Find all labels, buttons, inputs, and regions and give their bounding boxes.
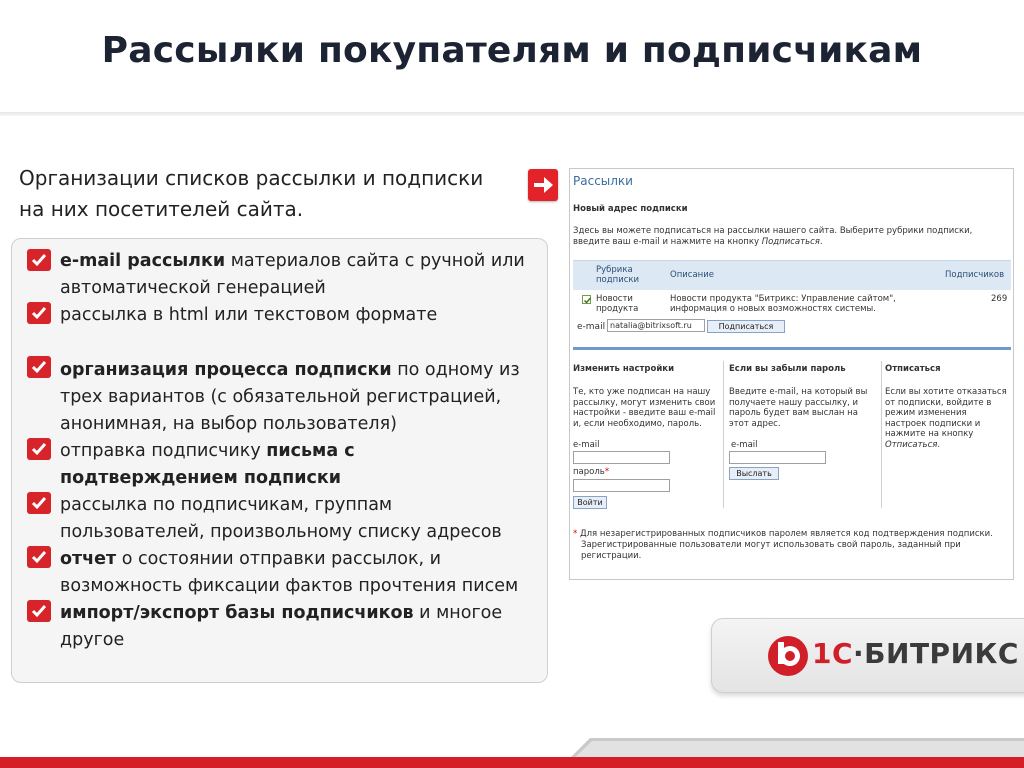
checkmark-icon [27, 492, 51, 514]
login-email-label: e-mail [573, 440, 600, 450]
panel-footnote: * Для незарегистрированных подписчиков паролем является код подтверждения подписки. Зарегистрированные пользователи могут использовать свой пароль, заданный при регистрации. [573, 529, 993, 561]
rubric-name: Новости продукта [596, 294, 639, 314]
feature-subscription-process: организация процесса подписки по одному из трех вариантов (с обязательной регистрацией, анонимная, на выбор пользователя) отправка подписчику письма с подтверждением подписки рассылка по подписчикам, группам пользователей, произвольному списку адресов отчет о состоянии отправки рассылок, и возможность фиксации фактов прочтения писем импорт/экспорт базы подписчиков и многое другое [60, 360, 520, 650]
rubric-description: Новости продукта "Битрикс: Управление сайтом", информация о новых возможностях системы. [670, 294, 896, 314]
email-label: e-mail [577, 322, 606, 332]
login-password-input[interactable] [573, 479, 670, 492]
panel-title: Рассылки [573, 174, 633, 188]
login-email-input[interactable] [573, 451, 670, 464]
bottom-red-stripe [0, 757, 1024, 768]
bitrix-logo-icon [767, 634, 809, 678]
change-settings-column [570, 355, 720, 510]
checkmark-icon [27, 249, 51, 271]
panel-divider [573, 347, 1011, 350]
forgot-email-input[interactable] [729, 451, 826, 464]
subscriber-count: 269 [991, 294, 1008, 304]
unsubscribe-heading: Отписаться [885, 364, 941, 374]
col-description: Описание [670, 270, 714, 280]
rubric-checkbox[interactable] [582, 295, 591, 304]
col-rubric: Рубрика подписки [596, 265, 640, 285]
rubrics-table-header [573, 260, 1011, 290]
panel-description: Здесь вы можете подписаться на рассылки нашего сайта. Выберите рубрики подписки, введите ваш e-mail и нажмите на кнопку Подписаться. [573, 226, 973, 247]
table-row [573, 290, 1011, 318]
intro-line-2: на них посетителей сайта. [19, 197, 304, 221]
column-divider [723, 361, 724, 508]
forgot-password-heading: Если вы забыли пароль [729, 364, 846, 374]
subscribe-button[interactable]: Подписаться [707, 320, 785, 333]
email-input[interactable]: natalia@bitrixsoft.ru [607, 319, 705, 332]
checkmark-icon [27, 438, 51, 460]
checkmark-icon [27, 546, 51, 568]
subscription-screenshot-panel [569, 168, 1014, 580]
change-settings-heading: Изменить настройки [573, 364, 675, 374]
panel-subtitle: Новый адрес подписки [573, 204, 688, 214]
forgot-email-label: e-mail [731, 440, 758, 450]
intro-line-1: Организации списков рассылки и подписки [19, 166, 484, 190]
send-password-button[interactable]: Выслать [729, 467, 779, 480]
bitrix-logo-text: 1С·БИТРИКС [812, 637, 1019, 670]
forgot-password-column [726, 355, 876, 510]
intro-text [19, 163, 519, 225]
change-settings-text: Те, кто уже подписан на нашу рассылку, могут изменить свои настройки - введите ваш e-mail и, если необходимо, пароль. [573, 387, 716, 429]
arrow-right-icon [528, 169, 558, 201]
slide-title: Рассылки покупателям и подписчикам [101, 30, 923, 71]
col-subscribers: Подписчиков [945, 270, 1005, 280]
unsubscribe-text: Если вы хотите отказаться от подписки, войдите в режим изменения настроек подписки и нажмите на кнопку Отписаться. [885, 387, 1007, 450]
forgot-password-text: Введите e-mail, на который вы получаете нашу рассылку, и пароль будет вам выслан на этот адрес. [729, 387, 868, 429]
checkmark-icon [27, 302, 51, 324]
checkmark-icon [27, 356, 51, 378]
unsubscribe-column [882, 355, 1015, 510]
login-password-label: пароль* [573, 467, 610, 477]
feature-email-newsletters: e-mail рассылки материалов сайта с ручной или автоматической генерацией рассылка в html или текстовом формате [60, 251, 525, 325]
title-divider [0, 112, 1024, 116]
checkmark-icon [27, 600, 51, 622]
logo-plate [711, 618, 1024, 693]
login-button[interactable]: Войти [573, 496, 607, 509]
features-box [11, 238, 548, 683]
